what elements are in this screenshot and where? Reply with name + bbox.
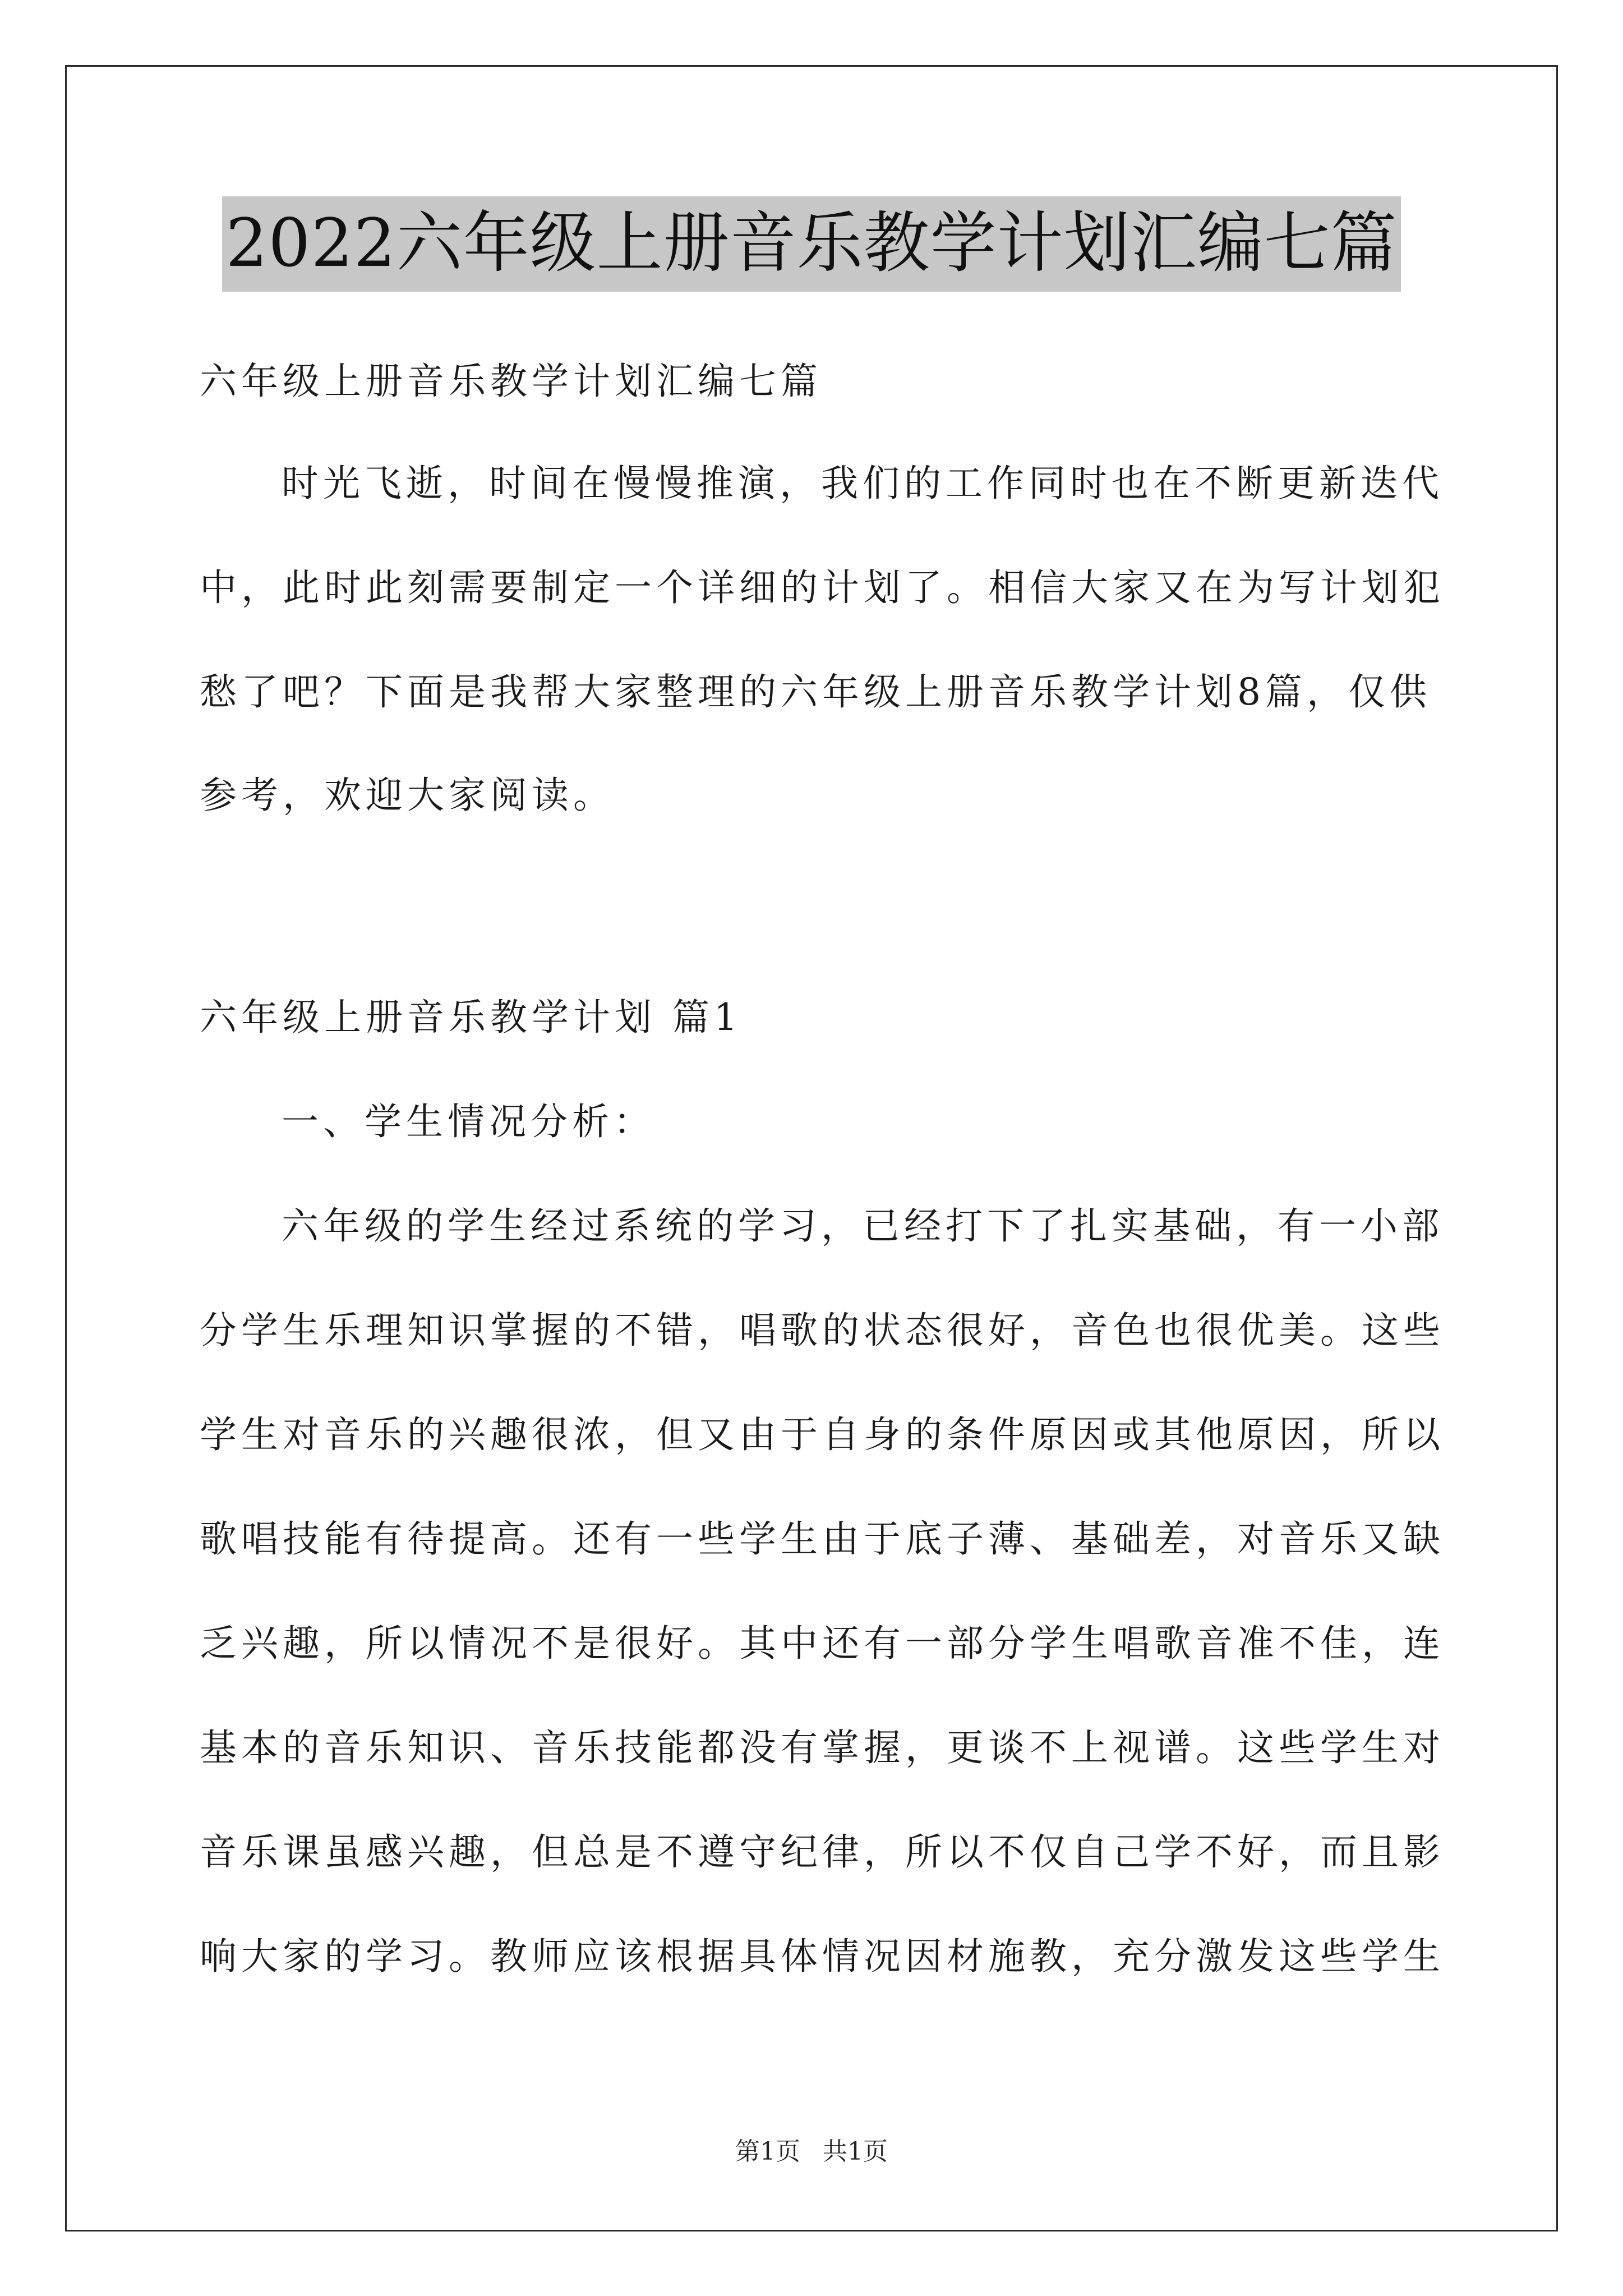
- intro-line: 时光飞逝，时间在慢慢推演，我们的工作同时也在不断更新迭代: [282, 462, 1444, 505]
- body-line: 乏兴趣，所以情况不是很好。其中还有一部分学生唱歌音准不佳，连: [200, 1622, 1445, 1665]
- page-footer: [0, 2136, 1623, 2168]
- body-line: 基本的音乐知识、音乐技能都没有掌握，更谈不上视谱。这些学生对: [200, 1726, 1445, 1769]
- document-subtitle: 六年级上册音乐教学计划汇编七篇: [200, 360, 822, 403]
- intro-line: 参考，欢迎大家阅读。: [200, 774, 615, 817]
- body-line: 响大家的学习。教师应该根据具体情况因材施教，充分激发这些学生: [200, 1935, 1445, 1978]
- subsection-heading: 一、学生情况分析：: [282, 1100, 655, 1143]
- page-number: 第1页: [735, 2137, 800, 2166]
- body-line: 六年级的学生经过系统的学习，已经打下了扎实基础，有一小部: [282, 1204, 1444, 1248]
- body-line: 分学生乐理知识掌握的不错，唱歌的状态很好，音色也很优美。这些: [200, 1309, 1445, 1352]
- document-title: 2022六年级上册音乐教学计划汇编七篇: [222, 196, 1400, 292]
- intro-line: 愁了吧？下面是我帮大家整理的六年级上册音乐教学计划8篇，仅供: [200, 670, 1431, 714]
- page-total: 共1页: [823, 2137, 888, 2166]
- title-container: [0, 196, 1623, 292]
- body-line: 歌唱技能有待提高。还有一些学生由于底子薄、基础差，对音乐又缺: [200, 1517, 1445, 1561]
- body-line: 学生对音乐的兴趣很浓，但又由于自身的条件原因或其他原因，所以: [200, 1413, 1445, 1456]
- intro-line: 中，此时此刻需要制定一个详细的计划了。相信大家又在为写计划犯: [200, 566, 1445, 609]
- section-heading: 六年级上册音乐教学计划 篇1: [200, 996, 742, 1039]
- body-line: 音乐课虽感兴趣，但总是不遵守纪律，所以不仅自己学不好，而且影: [200, 1830, 1445, 1874]
